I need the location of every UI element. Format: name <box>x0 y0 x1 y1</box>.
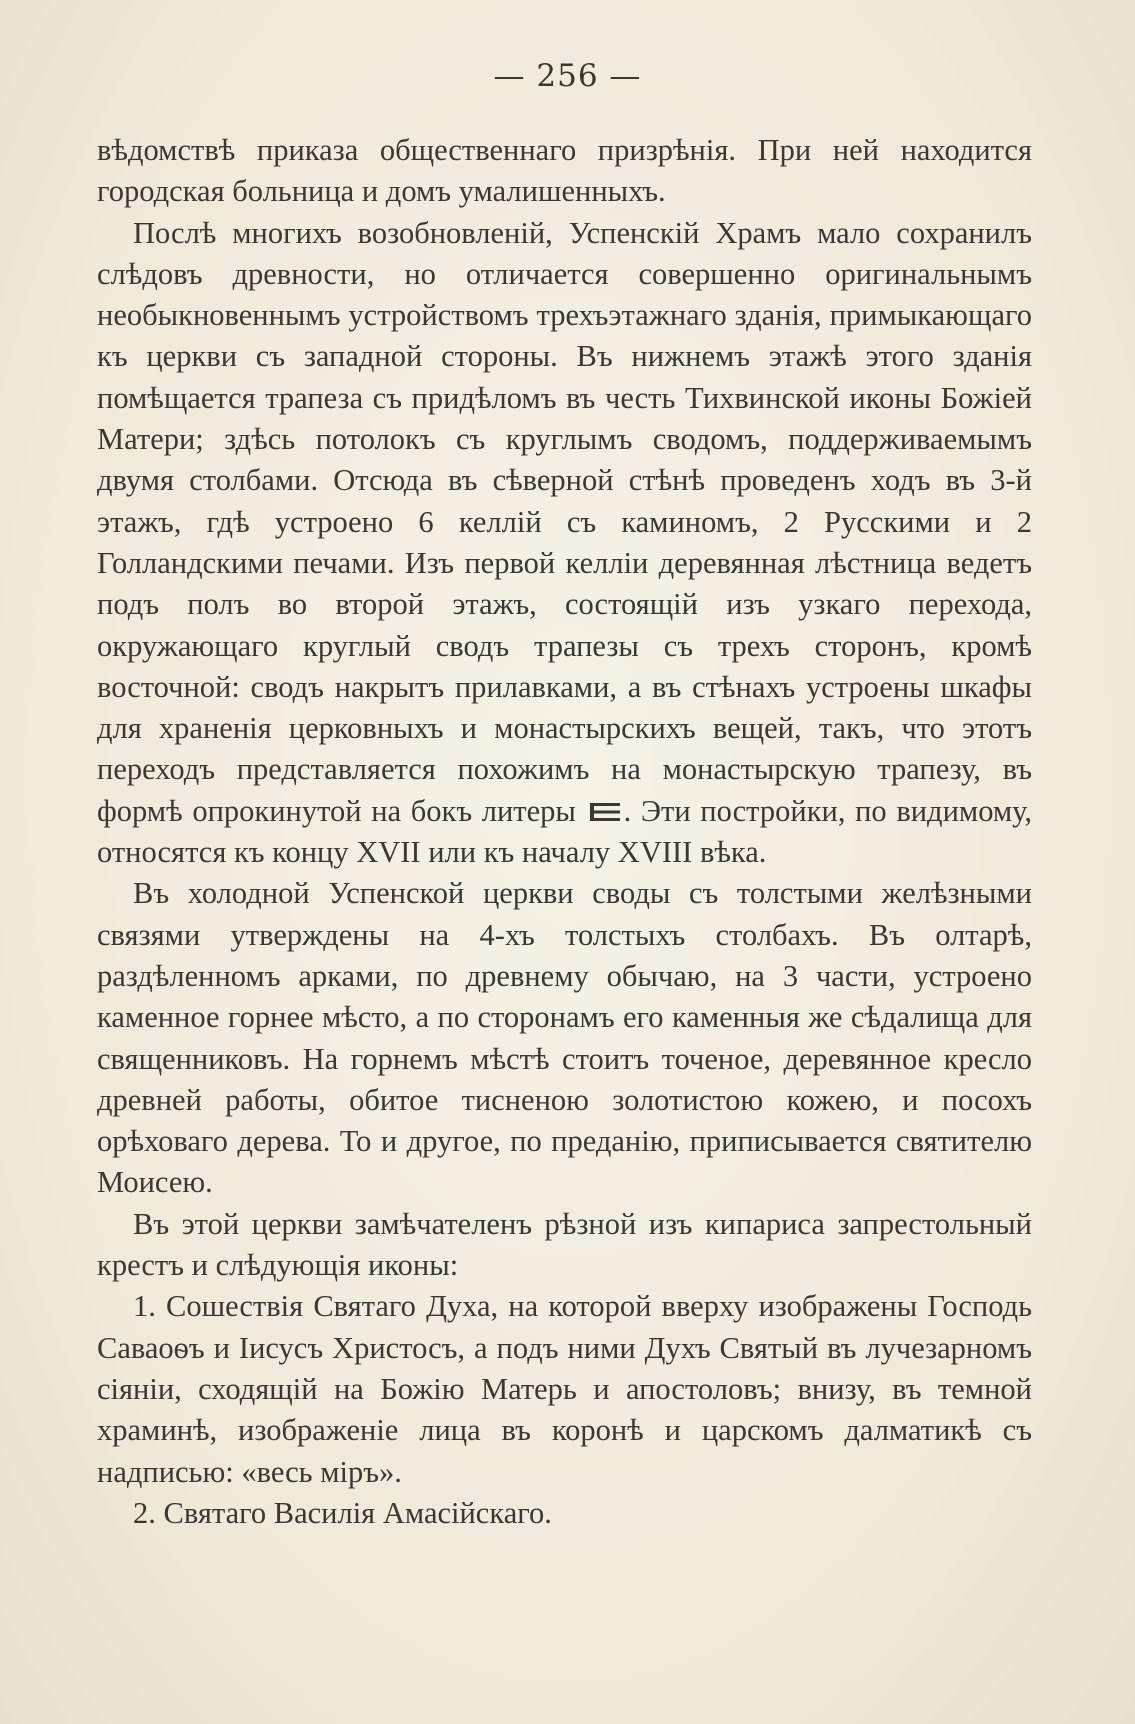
list-item-2: 2. Святаго Василія Амасійскаго. <box>133 1495 552 1530</box>
paragraph-3: Въ холодной Успенской церкви своды съ толстыми желѣзными связями утверждены на 4-хъ толстыхъ столбахъ. Въ олтарѣ, раздѣленномъ арками, по древнему обычаю, на 3 части, устроено каменное горнее мѣсто, а по сторонамъ его каменныя же сѣдалища для священниковъ. На горнемъ мѣстѣ стоитъ точеное, деревянное кресло древней работы, обитое тисненою золотистою кожею, и посохъ орѣховаго дерева. То и другое, по преданію, приписывается святителю Моисею. <box>97 876 1032 1200</box>
sideways-letter-icon <box>588 801 622 823</box>
body-text <box>97 130 1032 1534</box>
paragraph-2-tail: Эти постройки, по видимому, относятся къ концу XVII или къ началу XVIII вѣка. <box>97 793 1032 870</box>
list-item-1: 1. Сошествія Святаго Духа, на которой вверху изображены Господь Саваоѳъ и Іисусъ Христосъ, а подъ ними Духъ Святый въ лучезарномъ сіяніи, сходящій на Божію Матерь и апостоловъ; внизу, въ темной храминѣ, изображеніе лица въ коронѣ и царскомъ далматикѣ съ надписью: «весь міръ». <box>97 1289 1032 1489</box>
paragraph-2-text: Послѣ многихъ возобновленій, Успенскій Храмъ мало сохранилъ слѣдовъ древности, но отличается совершенно оригинальнымъ необыкновеннымъ устройствомъ трехъэтажнаго зданія, примыкающаго къ церкви съ западной стороны. Въ нижнемъ этажѣ этого зданія помѣщается трапеза съ придѣломъ въ честь Тихвинской иконы Божіей Матери; здѣсь потолокъ съ круглымъ сводомъ, поддерживаемымъ двумя столбами. Отсюда въ сѣверной стѣнѣ проведенъ ходъ въ 3-й этажъ, гдѣ устроено 6 келлій съ каминомъ, 2 Русскими и 2 Голландскими печами. Изъ первой келліи деревянная лѣстница ведетъ подъ полъ во второй этажъ, состоящій изъ узкаго перехода, окружающаго круглый сводъ трапезы съ трехъ сторонъ, кромѣ восточной: сводъ накрытъ прилавками, а въ стѣнахъ устроены шкафы для храненія церковныхъ и монастырскихъ вещей, такъ, что этотъ переходъ представляется похожимъ на монастырскую трапезу, въ формѣ опрокинутой на бокъ литеры <box>97 215 1032 828</box>
paragraph-4: Въ этой церкви замѣчателенъ рѣзной изъ кипариса запрестольный крестъ и слѣдующія иконы: <box>97 1206 1032 1283</box>
paragraph-1: вѣдомствѣ приказа общественнаго призрѣнія. При ней находится городская больница и домъ умалишенныхъ. <box>97 133 1032 209</box>
paragraph-2: Послѣ многихъ возобновленій, Успенскій Храмъ мало сохранилъ слѣдовъ древности, но отличается совершенно оригинальнымъ необыкновеннымъ устройствомъ трехъэтажнаго зданія, примыкающаго къ церкви съ западной стороны. Въ нижнемъ этажѣ этого зданія помѣщается трапеза съ придѣломъ въ честь Тихвинской иконы Божіей Матери; здѣсь потолокъ съ круглымъ сводомъ, поддерживаемымъ двумя столбами. Отсюда въ сѣверной стѣнѣ проведенъ ходъ въ 3-й этажъ, гдѣ устроено 6 келлій съ каминомъ, 2 Русскими и 2 Голландскими печами. Изъ первой келліи деревянная лѣстница ведетъ подъ полъ во второй этажъ, состоящій изъ узкаго перехода, окружающаго круглый сводъ трапезы съ трехъ сторонъ, кромѣ восточной: сводъ накрытъ прилавками, а въ стѣнахъ устроены шкафы для храненія церковныхъ и монастырскихъ вещей, такъ, что этотъ переходъ представляется похожимъ на монастырскую трапезу, въ формѣ опрокинутой на бокъ литеры . Эти постройки, по видимому, относятся къ концу XVII или къ началу XVIII вѣка. <box>97 215 1032 870</box>
page-number: — 256 — <box>493 58 642 94</box>
